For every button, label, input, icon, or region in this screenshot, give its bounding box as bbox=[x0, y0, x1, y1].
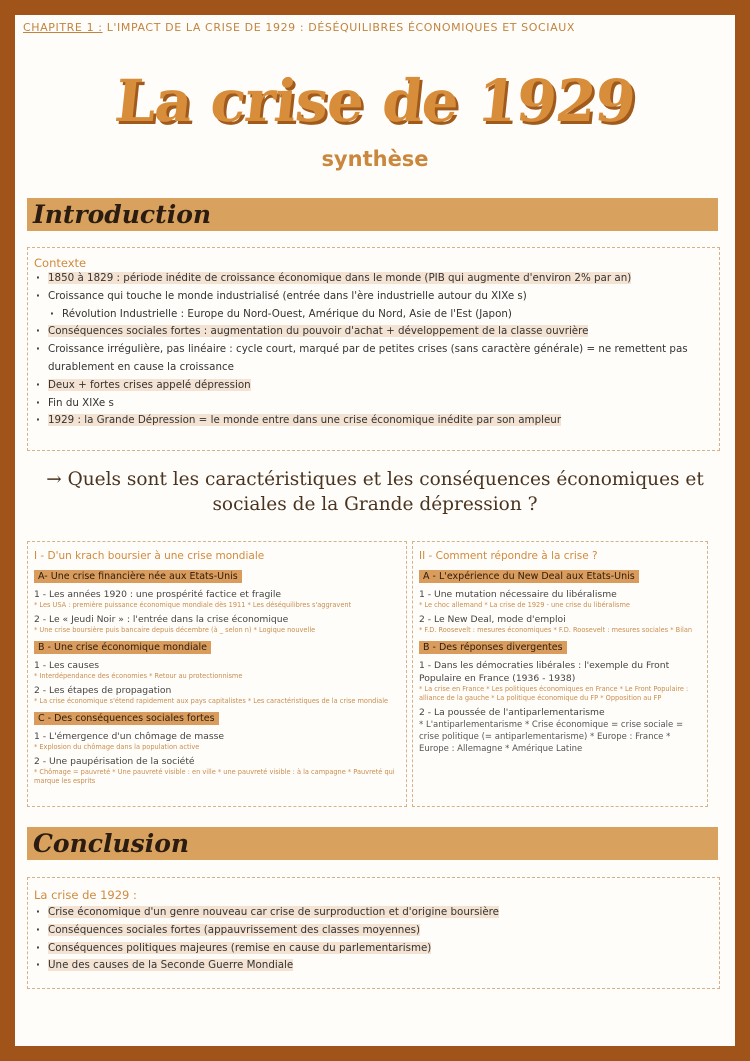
part1-b1-note: * Interdépendance des économies * Retour au protectionnisme bbox=[34, 672, 243, 680]
list-item: · Une des causes de la Seconde Guerre Mondiale bbox=[34, 957, 713, 975]
part1-a2: 2 - Le « Jeudi Noir » : l'entrée dans la crise économique bbox=[34, 614, 289, 625]
part1-a1-note: * Les USA : première puissance économique mondiale dès 1911 * Les déséquilibres s'aggravent bbox=[34, 601, 352, 609]
list-item: · 1850 à 1829 : période inédite de croissance économique dans le monde (PIB qui augmente d'environ 2% par an) bbox=[34, 270, 713, 288]
list-item: · Croissance qui touche le monde industrialisé (entrée dans l'ère industrielle autour du XIXe s) bbox=[34, 288, 713, 306]
conclusion-box bbox=[27, 877, 720, 989]
chapter-label: CHAPITRE 1 : bbox=[23, 21, 103, 34]
part1-a1: 1 - Les années 1920 : une prospérité factice et fragile bbox=[34, 589, 282, 600]
part1-b2: 2 - Les étapes de propagation bbox=[34, 685, 172, 696]
part2-b1-note: * La crise en France * Les politiques économiques en France * Le Front Populaire : alliance de la gauche * La politique économique du FP * Opposition au FP bbox=[419, 685, 689, 702]
conclusion-heading: Conclusion bbox=[33, 829, 190, 858]
part1-b2-note: * La crise économique s'étend rapidement aux pays capitalistes * Les caractéristiques de la crise mondiale bbox=[34, 697, 389, 705]
part1-c1-note: * Explosion du chômage dans la population active bbox=[34, 743, 200, 751]
part1-box bbox=[27, 541, 407, 807]
conclusion-list bbox=[34, 904, 713, 975]
conclusion-box-title: La crise de 1929 : bbox=[34, 888, 137, 902]
list-item: · Conséquences sociales fortes : augmentation du pouvoir d'achat + développement de la classe ouvrière bbox=[34, 323, 713, 341]
list-item: · Conséquences politiques majeures (remise en cause du parlementarisme) bbox=[34, 940, 713, 958]
document-page bbox=[15, 15, 735, 1046]
part2-b-heading: B - Des réponses divergentes bbox=[419, 641, 567, 654]
introduction-banner bbox=[27, 198, 718, 231]
introduction-box bbox=[27, 247, 720, 451]
list-item: · Révolution Industrielle : Europe du Nord-Ouest, Amérique du Nord, Asie de l'Est (Japon) bbox=[34, 306, 713, 324]
part2-a1-note: * Le choc allemand * La crise de 1929 - une crise du libéralisme bbox=[419, 601, 630, 609]
part2-b2-note: * L'antiparlementarisme * Crise économique = crise sociale = crise politique (= antiparlementarisme) * Europe : France * Europe : Allemagne * Amérique Latine bbox=[419, 720, 684, 754]
list-item: · Fin du XIXe s bbox=[34, 395, 713, 413]
context-list bbox=[34, 270, 713, 430]
chapter-text: L'IMPACT DE LA CRISE DE 1929 : DÉSÉQUILIBRES ÉCONOMIQUES ET SOCIAUX bbox=[106, 21, 576, 34]
chapter-header bbox=[23, 21, 575, 34]
list-item: · Conséquences sociales fortes (appauvrissement des classes moyennes) bbox=[34, 922, 713, 940]
part1-title: I - D'un krach boursier à une crise mondiale bbox=[34, 550, 265, 562]
part2-b2: 2 - La poussée de l'antiparlementarisme bbox=[419, 707, 605, 718]
part2-box bbox=[412, 541, 708, 807]
part2-a2-note: * F.D. Roosevelt : mesures économiques * F.D. Roosevelt : mesures sociales * Bilan bbox=[419, 626, 693, 634]
part1-b-heading: B - Une crise économique mondiale bbox=[34, 641, 211, 654]
conclusion-banner bbox=[27, 827, 718, 860]
part2-title: II - Comment répondre à la crise ? bbox=[419, 550, 598, 562]
part2-a1: 1 - Une mutation nécessaire du libéralisme bbox=[419, 589, 617, 600]
context-title: Contexte bbox=[34, 256, 87, 270]
list-item: · Deux + fortes crises appelé dépression bbox=[34, 377, 713, 395]
part1-c-heading: C - Des conséquences sociales fortes bbox=[34, 712, 219, 725]
list-item: · Croissance irrégulière, pas linéaire : cycle court, marqué par de petites crises (sans caractère générale) = ne remettent pas durablement en cause la croissance bbox=[34, 341, 713, 377]
main-title: La crise de 1929 bbox=[111, 67, 639, 135]
part2-b1: 1 - Dans les démocraties libérales : l'exemple du Front Populaire en France (1936 - 1938) bbox=[419, 660, 670, 684]
introduction-heading: Introduction bbox=[33, 200, 212, 229]
subtitle: synthèse bbox=[321, 147, 429, 171]
part2-a-heading: A - L'expérience du New Deal aux Etats-Unis bbox=[419, 570, 639, 583]
part1-c2: 2 - Une paupérisation de la société bbox=[34, 756, 195, 767]
part1-a2-note: * Une crise boursière puis bancaire depuis décembre (à _ selon n) * Logique nouvelle bbox=[34, 626, 316, 634]
part1-c2-note: * Chômage = pauvreté * Une pauvreté visible : en ville * une pauvreté visible : à la campagne * Pauvreté qui marque les esprits bbox=[34, 768, 395, 785]
part2-a2: 2 - Le New Deal, mode d'emploi bbox=[419, 614, 566, 625]
part1-c1: 1 - L'émergence d'un chômage de masse bbox=[34, 731, 225, 742]
part1-a-heading: A- Une crise financière née aux Etats-Unis bbox=[34, 570, 242, 583]
part1-b1: 1 - Les causes bbox=[34, 660, 100, 671]
problem-question: → Quels sont les caractéristiques et les conséquences économiques et sociales de la Grande dépression ? bbox=[46, 469, 704, 515]
list-item: · Crise économique d'un genre nouveau car crise de surproduction et d'origine boursière bbox=[34, 904, 713, 922]
list-item: · 1929 : la Grande Dépression = le monde entre dans une crise économique inédite par son ampleur bbox=[34, 412, 713, 430]
